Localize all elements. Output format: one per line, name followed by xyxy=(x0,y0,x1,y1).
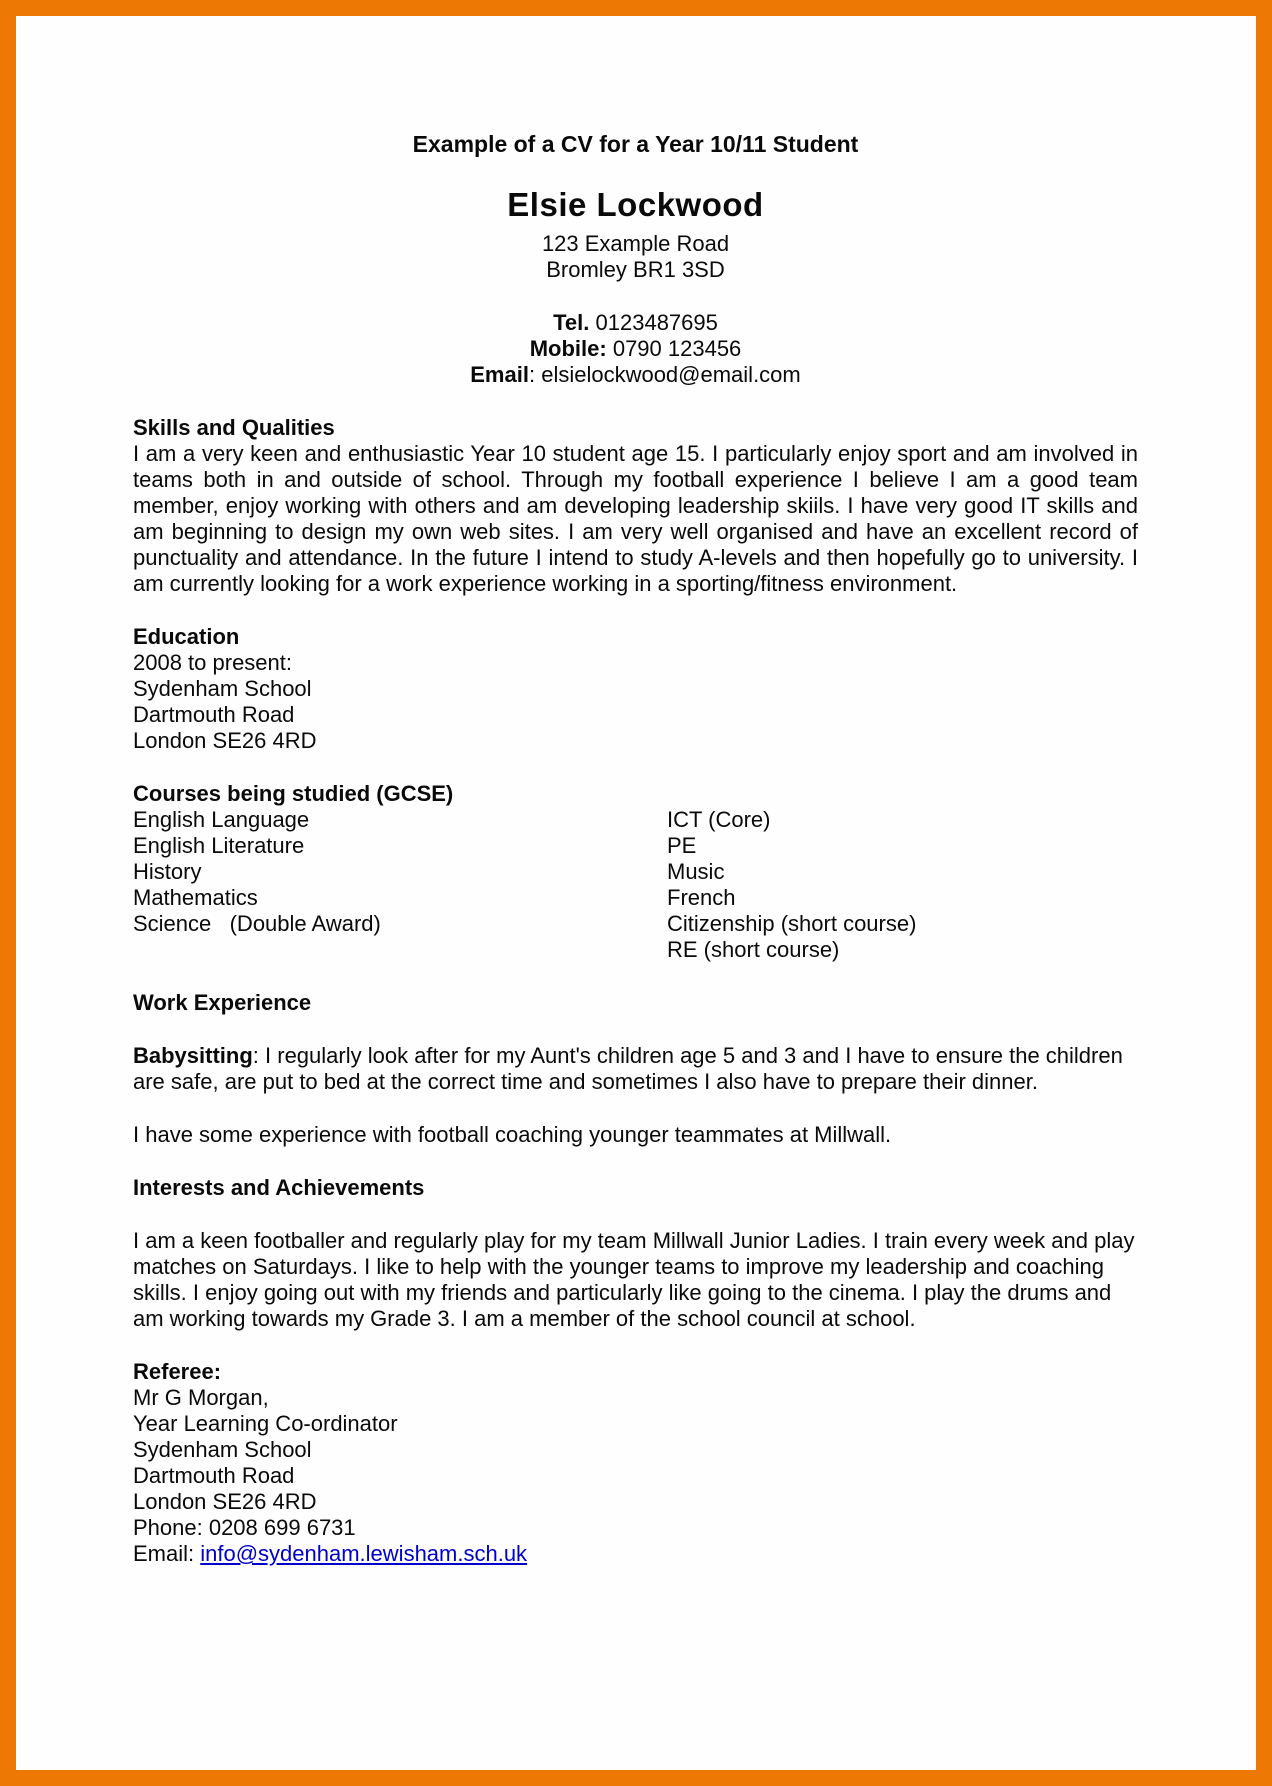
referee-line: London SE26 4RD xyxy=(133,1489,317,1514)
babysitting-paragraph xyxy=(133,1043,1138,1095)
email-line xyxy=(133,362,1138,388)
address-line-1: 123 Example Road xyxy=(541,231,730,256)
email-colon: : xyxy=(528,362,536,387)
courses-heading: Courses being studied (GCSE) xyxy=(133,781,454,806)
interests-heading: Interests and Achievements xyxy=(133,1175,425,1200)
interests-paragraph: I am a keen footballer and regularly play for my team Millwall Junior Ladies. I train every week and play matches on Saturdays. I like to help with the younger teams to improve my leadership and coaching skills. I enjoy going out with my friends and particularly like going to the cinema. I play the drums and am working towards my Grade 3. I am a member of the school council at school. xyxy=(133,1228,1135,1331)
course-item: French xyxy=(667,885,736,910)
referee-email-label: Email: xyxy=(133,1541,195,1566)
course-item: Science (Double Award) xyxy=(133,911,381,936)
referee-line: Mr G Morgan, xyxy=(133,1385,269,1410)
person-name: Elsie Lockwood xyxy=(507,186,764,223)
mobile-line xyxy=(133,336,1138,362)
work-experience-section xyxy=(133,990,1138,1148)
address-block xyxy=(133,231,1138,283)
mobile-value: 0790 123456 xyxy=(612,336,742,361)
education-line: London SE26 4RD xyxy=(133,728,317,753)
course-item: PE xyxy=(667,833,697,858)
cv-content xyxy=(16,16,1256,1567)
course-item: English Literature xyxy=(133,833,305,858)
contact-block xyxy=(133,310,1138,388)
skills-paragraph: I am a very keen and enthusiastic Year 10 student age 15. I particularly enjoy sport and am involved in teams both in and outside of school. Through my football experience I believe I am a good team member, enjoy working with others and am developing leadership skiils. I have very good IT skills and am beginning to design my own web sites. I am very well organised and have an excellent record of punctuality and attendance. In the future I intend to study A-levels and then hopefully go to university. I am currently looking for a work experience working in a sporting/fitness environment. xyxy=(133,441,1138,596)
referee-line: Year Learning Co-ordinator xyxy=(133,1411,398,1436)
education-line: Dartmouth Road xyxy=(133,702,295,727)
referee-line: Sydenham School xyxy=(133,1437,312,1462)
email-value: elsielockwood@email.com xyxy=(541,362,801,387)
address-line-2: Bromley BR1 3SD xyxy=(546,257,725,282)
referee-phone-line: Phone: 0208 699 6731 xyxy=(133,1515,356,1540)
referee-email-line xyxy=(133,1541,1138,1567)
course-item: Music xyxy=(667,859,725,884)
education-heading: Education xyxy=(133,624,240,649)
courses-section xyxy=(133,781,1138,963)
skills-section xyxy=(133,415,1138,597)
interests-section xyxy=(133,1175,1138,1332)
course-item: Citizenship (short course) xyxy=(667,911,917,936)
course-item: English Language xyxy=(133,807,310,832)
skills-heading: Skills and Qualities xyxy=(133,415,335,440)
courses-column-left xyxy=(133,807,667,937)
referee-heading: Referee: xyxy=(133,1359,222,1384)
tel-label: Tel. xyxy=(553,310,590,335)
babysitting-label: Babysitting xyxy=(133,1043,253,1068)
course-item: RE (short course) xyxy=(667,937,840,962)
courses-grid xyxy=(133,807,1138,963)
education-section xyxy=(133,624,1138,754)
course-item: Mathematics xyxy=(133,885,258,910)
course-item: History xyxy=(133,859,202,884)
courses-column-right xyxy=(667,807,1138,963)
work-experience-heading: Work Experience xyxy=(133,990,312,1015)
education-line: 2008 to present: xyxy=(133,650,293,675)
education-line: Sydenham School xyxy=(133,676,312,701)
tel-line xyxy=(133,310,1138,336)
referee-line: Dartmouth Road xyxy=(133,1463,295,1488)
doc-title: Example of a CV for a Year 10/11 Student xyxy=(412,131,859,157)
email-label: Email xyxy=(470,362,529,387)
football-paragraph: I have some experience with football coaching younger teammates at Millwall. xyxy=(133,1122,892,1147)
course-item: ICT (Core) xyxy=(667,807,771,832)
tel-value: 0123487695 xyxy=(595,310,718,335)
referee-email-link[interactable]: info@sydenham.lewisham.sch.uk xyxy=(200,1541,528,1566)
mobile-label: Mobile: xyxy=(529,336,607,361)
babysitting-text: : I regularly look after for my Aunt's children age 5 and 3 and I have to ensure the children are safe, are put to bed at the correct time and sometimes I also have to prepare their dinner. xyxy=(133,1043,1123,1094)
referee-section xyxy=(133,1359,1138,1567)
